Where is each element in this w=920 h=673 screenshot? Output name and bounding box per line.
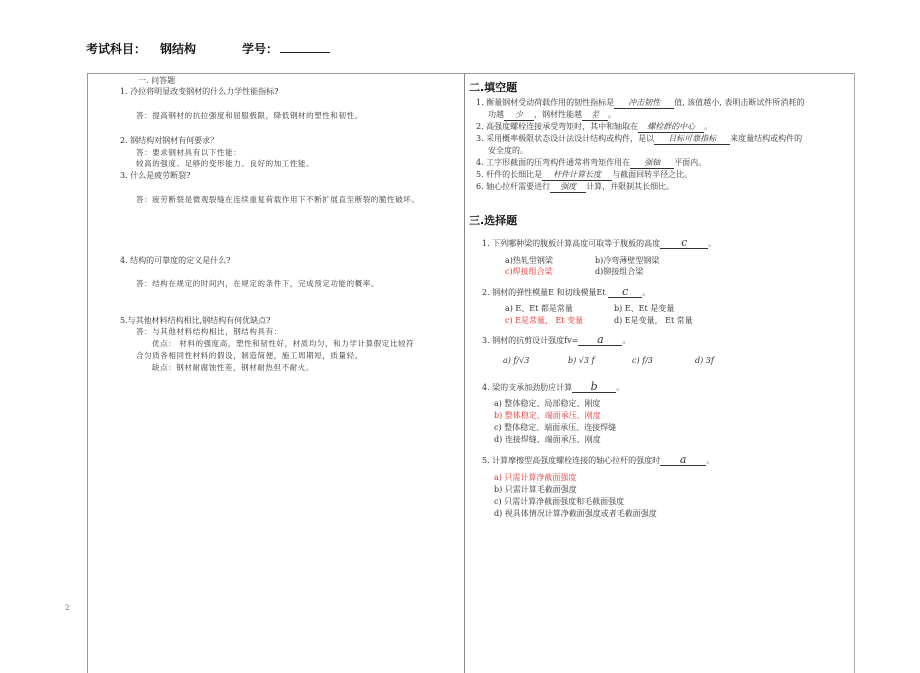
option-d: d) 3f: [695, 356, 714, 365]
answer-1: 答：提高钢材的抗拉强度和屈服极限，降低钢材的塑性和韧性。: [136, 111, 363, 120]
fill-text: 4. 工字形截面的压弯构件通常将弯矩作用在: [476, 158, 631, 167]
fill-item-3: [476, 134, 802, 145]
fill-item-1: [476, 98, 804, 109]
column-divider: [464, 73, 465, 673]
choice-answer: c: [660, 238, 708, 249]
fill-blank-answer: 螺栓群的中心: [638, 122, 704, 133]
choice-question-5: 5. 计算摩擦型高强度螺栓连接的轴心拉杆的强度时 a 。: [482, 453, 715, 466]
answer-5-line3: 合匀质各相同性材料的假设，制造简便，施工周期短，质量轻。: [136, 351, 363, 360]
fill-item-6: [476, 182, 674, 193]
fill-blank-answer: 强轴: [630, 158, 674, 169]
fill-item-1-cont: [488, 110, 616, 121]
choice-question-4: 4. 梁的支承加劲肋应计算 b 。: [482, 380, 625, 393]
fill-text: 计算，并限制其长细比。: [586, 182, 675, 191]
fill-item-5: [476, 170, 692, 181]
option-b: b) √3 f: [568, 356, 595, 365]
fill-text: 。: [704, 122, 713, 131]
answer-5-line2: 优点： 材料的强度高，塑性和韧性好，材质均匀，和力学计算假定比较符: [152, 339, 415, 348]
option-d: d) 连接焊缝、端面承压、刚度: [494, 435, 601, 444]
fill-blank-answer: 少: [504, 110, 534, 121]
answer-3: 答：疲劳断裂是微观裂缝在连续重复荷载作用下不断扩展直至断裂的脆性破坏。: [136, 195, 420, 204]
choice-question-3: 3. 钢材的抗剪设计强度fv= a 。: [482, 333, 631, 346]
fill-text: 功越: [488, 110, 504, 119]
fill-text: 1. 衡量钢材受动荷载作用的韧性指标是: [476, 98, 615, 107]
section-choice-title: 三.选择题: [469, 214, 518, 227]
answer-5-line1: 答：与其他材料结构相比，钢结构具有：: [136, 327, 282, 336]
option-b: b)冷弯薄壁型钢梁: [595, 256, 660, 265]
option-b: b) 只需计算毛截面强度: [494, 485, 577, 494]
answer-4: 答：结构在规定的时间内，在规定的条件下，完成预定功能的概率。: [136, 279, 379, 288]
page-number: 2: [65, 604, 70, 612]
fill-blank-answer: 强度: [550, 182, 586, 193]
question-1: 1. 冷拉将明显改变钢材的什么力学性能指标?: [120, 87, 279, 96]
option-c-correct: c) E是常量， Et 变量: [505, 316, 584, 325]
choice-answer: a: [660, 455, 706, 466]
fill-text: ，钢材性能越: [534, 110, 582, 119]
student-id-blank: [280, 40, 330, 53]
option-a: a) E、Et 都是常量: [505, 304, 573, 313]
option-a: a) 整体稳定、局部稳定、刚度: [494, 399, 601, 408]
student-id-text: 学号：: [242, 42, 279, 56]
question-3: 3. 什么是疲劳断裂?: [120, 171, 191, 180]
fill-text: 3. 采用概率极限状态设计法设计结构或构件，是以: [476, 134, 655, 143]
question-text: 3. 钢材的抗剪设计强度fv=: [482, 336, 579, 345]
section-fill-title: 二.填空题: [469, 81, 518, 94]
fill-blank-answer: 杆件计算长度: [542, 170, 612, 181]
option-d: d) 视具体情况计算净截面强度或者毛截面强度: [494, 509, 657, 518]
answer-5-line4: 缺点：钢材耐腐蚀性差，钢材耐热但不耐火。: [152, 363, 314, 372]
question-text: 1. 下列哪种梁的腹板计算高度可取等于腹板的高度: [482, 239, 661, 248]
subject-value: 钢结构: [160, 42, 197, 56]
fill-item-3-cont: 安全度的。: [488, 146, 528, 155]
option-c: c) 只需计算净截面强度和毛截面强度: [494, 497, 625, 506]
question-2: 2. 钢结构对钢材有何要求？: [120, 136, 219, 145]
fill-text: 值, 该值越小, 表明击断试件所消耗的: [674, 98, 805, 107]
fill-text: 来度量结构或构件的: [730, 134, 803, 143]
subject-label: 考试科目：: [86, 42, 147, 56]
option-b-correct: b) 整体稳定、端面承压、刚度: [494, 411, 601, 420]
option-a: a) f/√3: [503, 356, 530, 365]
fill-text: 平面内。: [674, 158, 707, 167]
option-d: d)铆接组合梁: [595, 267, 644, 276]
fill-item-2: [476, 122, 712, 133]
section-qa-title: 一. 问答题: [138, 76, 176, 85]
fill-text: 5. 杆件的长细比是: [476, 170, 543, 179]
answer-2-line1: 答：要求钢材具有以下性能：: [136, 148, 242, 157]
choice-answer: b: [572, 382, 616, 393]
choice-question-1: 1. 下列哪种梁的腹板计算高度可取等于腹板的高度 c 。: [482, 236, 717, 249]
fill-text: 2. 高强度螺栓连接承受弯矩时，其中和轴取在: [476, 122, 639, 131]
choice-answer: a: [578, 335, 622, 346]
fill-blank-answer: 冲击韧性: [614, 98, 674, 109]
question-text: 2. 钢材的弹性模量E 和切线模量Et: [482, 288, 606, 297]
option-a-correct: a) 只需计算净截面强度: [494, 473, 577, 482]
choice-answer: c: [608, 287, 642, 298]
fill-item-4: [476, 158, 706, 169]
option-d: d) E是变量， Et 常量: [614, 316, 693, 325]
fill-text: 6. 轴心拉杆需要进行: [476, 182, 551, 191]
option-a: a)热轧型钢梁: [505, 256, 553, 265]
question-4: 4. 结构的可靠度的定义是什么?: [120, 256, 231, 265]
option-c-correct: c)焊接组合梁: [505, 267, 553, 276]
student-id-label: [242, 40, 278, 57]
question-5: 5.与其他材料结构相比,钢结构有何优缺点?: [120, 316, 271, 325]
fill-blank-answer: 目标可靠指标: [654, 134, 730, 145]
option-c: c) f/3: [632, 356, 653, 365]
fill-text: 。: [608, 110, 616, 119]
fill-blank-answer: 差: [582, 110, 608, 121]
answer-2-line2: 较高的强度、足够的变形能力、良好的加工性能。: [136, 159, 315, 168]
choice-question-2: 2. 钢材的弹性模量E 和切线模量Et c 。: [482, 285, 651, 298]
option-c: c) 整体稳定、端面承压、连接焊缝: [494, 423, 617, 432]
question-text: 4. 梁的支承加劲肋应计算: [482, 383, 573, 392]
question-text: 5. 计算摩擦型高强度螺栓连接的轴心拉杆的强度时: [482, 456, 661, 465]
fill-text: 与截面回转半径之比。: [612, 170, 693, 179]
option-b: b) E、Et 是变量: [614, 304, 675, 313]
